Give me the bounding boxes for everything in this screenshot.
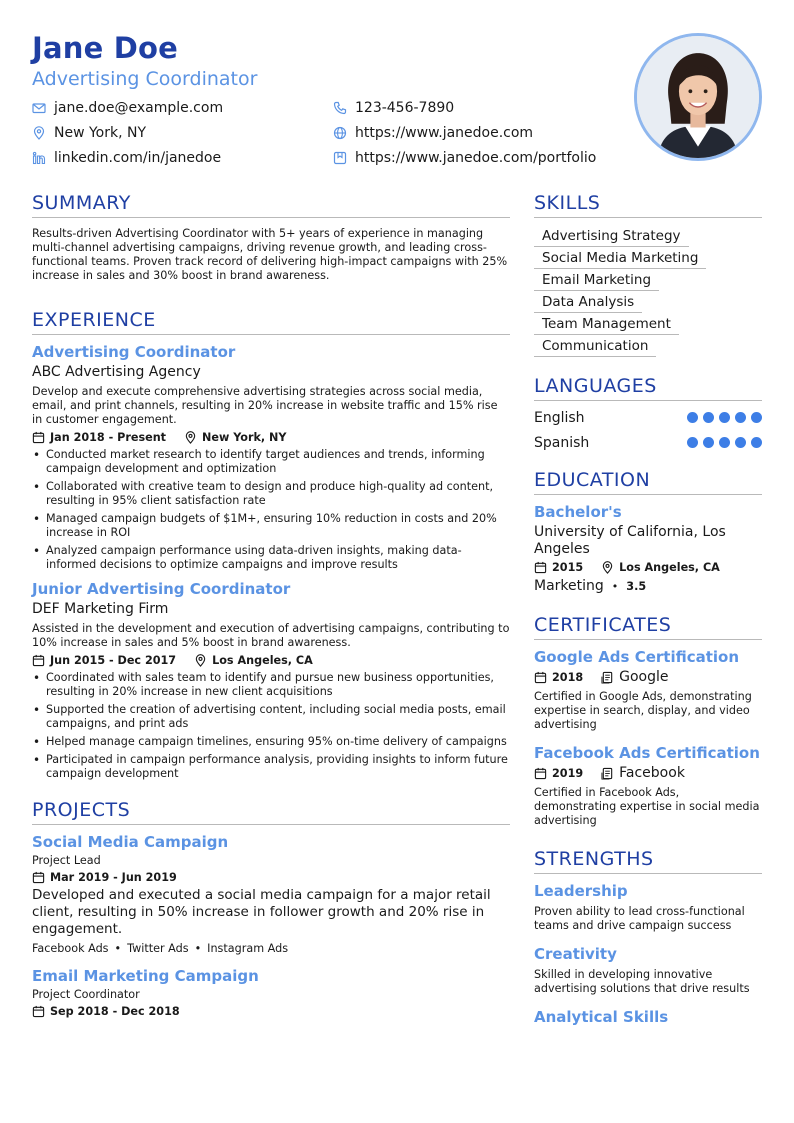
language-level-dots	[682, 412, 762, 423]
profile-photo-illustration	[637, 36, 759, 158]
profile-photo	[634, 33, 762, 161]
job-meta	[32, 654, 510, 667]
contact-linkedin[interactable]	[32, 150, 221, 166]
certificate-year: 2019	[552, 766, 584, 780]
language-level-dots	[682, 437, 762, 448]
job-location: Los Angeles, CA	[212, 654, 313, 667]
strength-entry	[534, 1008, 762, 1026]
globe-icon	[333, 126, 347, 140]
calendar-icon	[32, 654, 45, 667]
calendar-icon	[534, 561, 547, 574]
certificate-entry	[534, 744, 762, 828]
project-description: Developed and executed a social media campaign for a major retail client, resulting in 50% increase in follower growth and 20% rise in engagement.	[32, 887, 491, 937]
calendar-icon	[534, 767, 547, 780]
education-year: 2015	[552, 561, 584, 574]
candidate-name: Jane Doe	[32, 31, 179, 65]
strength-name: Creativity	[534, 945, 617, 963]
contact-email[interactable]	[32, 100, 223, 116]
job-location: New York, NY	[202, 431, 287, 444]
map-pin-icon	[184, 431, 197, 444]
certificate-icon	[601, 671, 614, 684]
strength-description: Proven ability to lead cross-functional teams and drive campaign success	[534, 905, 745, 932]
job-dates: Jun 2015 - Dec 2017	[50, 654, 177, 667]
strength-name: Analytical Skills	[534, 1008, 669, 1026]
project-dates: Sep 2018 - Dec 2018	[50, 1005, 180, 1018]
languages-heading: LANGUAGES	[534, 375, 762, 401]
list-item: • Helped manage campaign timelines, ensuring 95% on-time delivery of campaigns	[32, 735, 510, 749]
job-company: ABC Advertising Agency	[32, 364, 201, 380]
education-gpa: 3.5	[626, 579, 647, 593]
phone-text: 123-456-7890	[355, 100, 455, 116]
project-role: Project Lead	[32, 854, 101, 867]
skill-item: Advertising Strategy	[534, 226, 689, 247]
certificate-issuer: Google	[619, 669, 669, 685]
list-item: • Participated in campaign performance analysis, providing insights to inform future campaign development	[32, 753, 510, 781]
project-tags: Facebook Ads • Twitter Ads • Instagram Ads	[32, 942, 289, 955]
certificate-name: Facebook Ads Certification	[534, 744, 760, 762]
email-text: jane.doe@example.com	[54, 100, 224, 116]
language-row	[534, 430, 762, 455]
job-entry	[32, 580, 510, 781]
calendar-icon	[534, 671, 547, 684]
project-dates: Mar 2019 - Jun 2019	[50, 871, 177, 884]
strengths-heading: STRENGTHS	[534, 848, 762, 874]
projects-heading: PROJECTS	[32, 799, 510, 825]
contact-location	[32, 125, 146, 141]
summary-heading: SUMMARY	[32, 192, 510, 218]
linkedin-text: linkedin.com/in/janedoe	[54, 150, 222, 166]
skills-heading: SKILLS	[534, 192, 762, 218]
phone-icon	[333, 101, 347, 115]
job-dates: Jan 2018 - Present	[50, 431, 167, 444]
job-entry	[32, 343, 510, 572]
map-pin-icon	[194, 654, 207, 667]
languages-list	[534, 405, 762, 455]
certificate-description: Certified in Google Ads, demonstrating expertise in search, display, and video advertising	[534, 690, 752, 731]
certificate-meta	[534, 669, 762, 685]
list-item: • Conducted market research to identify target audiences and trends, informing campaign development and optimization	[32, 448, 510, 476]
certificate-meta	[534, 765, 762, 781]
education-meta	[534, 561, 762, 574]
education-school: University of California, Los Angeles	[534, 524, 726, 557]
job-title: Advertising Coordinator	[32, 343, 236, 361]
project-name: Social Media Campaign	[32, 833, 229, 851]
calendar-icon	[32, 1005, 45, 1018]
skill-item: Communication	[534, 336, 656, 357]
contact-website[interactable]	[333, 125, 533, 141]
job-description: Assisted in the development and execution of advertising campaigns, contributing to 10% increase in sales and 5% boost in brand awareness.	[32, 622, 510, 649]
certificate-icon	[601, 767, 614, 780]
list-item: • Analyzed campaign performance using data-driven insights, making data-informed decisions to optimize campaigns and improve results	[32, 544, 510, 572]
certificate-entry	[534, 648, 762, 732]
education-entry	[534, 503, 762, 594]
experience-heading: EXPERIENCE	[32, 309, 510, 335]
language-row	[534, 405, 762, 430]
project-meta	[32, 871, 510, 884]
project-entry	[32, 833, 510, 955]
summary-text: Results-driven Advertising Coordinator with 5+ years of experience in managing multi-channel advertising campaigns, driving revenue growth, and leading cross-functional teams. Proven track record of delivering high-impact campaigns with 25% increase in sales and 30% boost in brand awareness.	[32, 227, 508, 282]
project-tag: Instagram Ads	[207, 942, 289, 955]
project-name: Email Marketing Campaign	[32, 967, 259, 985]
envelope-icon	[32, 101, 46, 115]
list-item: • Collaborated with creative team to design and produce high-quality ad content, resulting in 95% client satisfaction rate	[32, 480, 510, 508]
job-bullets	[32, 448, 510, 572]
right-column	[534, 192, 762, 1026]
language-name: Spanish	[534, 434, 590, 451]
location-text: New York, NY	[54, 125, 147, 141]
project-role: Project Coordinator	[32, 988, 140, 1001]
skill-item: Social Media Marketing	[534, 248, 706, 269]
map-pin-icon	[601, 561, 614, 574]
bookmark-icon	[333, 151, 347, 165]
left-column	[32, 192, 510, 1018]
calendar-icon	[32, 431, 45, 444]
project-tag: Facebook Ads	[32, 942, 109, 955]
education-field-row: Marketing • 3.5	[534, 578, 647, 594]
strength-name: Leadership	[534, 882, 628, 900]
website-text: https://www.janedoe.com	[355, 125, 534, 141]
certificate-description: Certified in Facebook Ads, demonstrating expertise in social media advertising	[534, 786, 760, 827]
map-pin-icon	[32, 126, 46, 140]
project-meta	[32, 1005, 510, 1018]
list-item: • Coordinated with sales team to identify and pursue new business opportunities, resulting in 20% increase in new client acquisitions	[32, 671, 510, 699]
calendar-icon	[32, 871, 45, 884]
strength-entry	[534, 945, 762, 996]
education-heading: EDUCATION	[534, 469, 762, 495]
job-meta	[32, 431, 510, 444]
job-description: Develop and execute comprehensive advertising strategies across social media, email, and print channels, resulting in 20% increase in website traffic and 15% rise in customer engagement.	[32, 385, 498, 426]
skill-item: Data Analysis	[534, 292, 642, 313]
job-bullets	[32, 671, 510, 781]
candidate-role: Advertising Coordinator	[32, 68, 258, 90]
skill-item: Email Marketing	[534, 270, 659, 291]
certificate-name: Google Ads Certification	[534, 648, 740, 666]
contact-portfolio[interactable]	[333, 150, 596, 166]
strength-description: Skilled in developing innovative advertising solutions that drive results	[534, 968, 750, 995]
skill-item: Team Management	[534, 314, 679, 335]
portfolio-text: https://www.janedoe.com/portfolio	[355, 150, 597, 166]
list-item: • Managed campaign budgets of $1M+, ensuring 10% reduction in costs and 20% increase in ROI	[32, 512, 510, 540]
job-title: Junior Advertising Coordinator	[32, 580, 291, 598]
certificates-heading: CERTIFICATES	[534, 614, 762, 640]
education-location: Los Angeles, CA	[619, 561, 720, 574]
project-tag: Twitter Ads	[127, 942, 189, 955]
job-company: DEF Marketing Firm	[32, 601, 169, 617]
education-degree: Bachelor's	[534, 503, 622, 521]
strength-entry	[534, 882, 762, 933]
education-field: Marketing	[534, 578, 604, 594]
certificate-issuer: Facebook	[619, 765, 685, 781]
contact-phone[interactable]	[333, 100, 454, 116]
linkedin-icon	[32, 151, 46, 165]
list-item: • Supported the creation of advertising content, including social media posts, email campaigns, and print ads	[32, 703, 510, 731]
certificate-year: 2018	[552, 670, 584, 684]
language-name: English	[534, 409, 585, 426]
project-entry	[32, 967, 510, 1018]
skills-list	[534, 225, 762, 357]
